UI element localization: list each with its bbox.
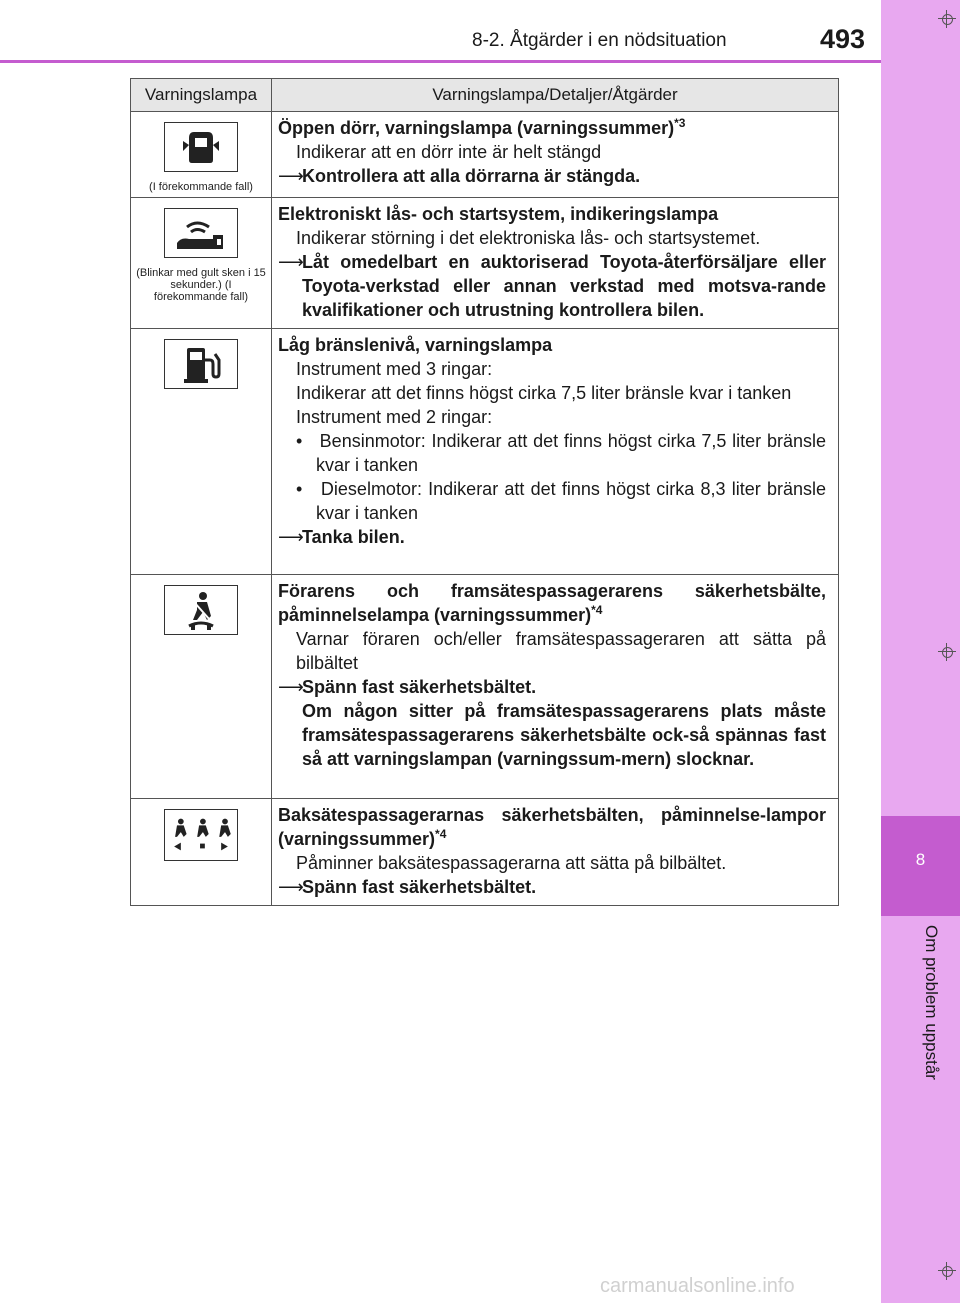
lamp-action: Tanka bilen. xyxy=(302,527,405,547)
registration-mark-icon xyxy=(938,1262,956,1280)
arrow-icon: ⟶ xyxy=(278,527,304,547)
lamp-cell xyxy=(131,575,272,799)
seatbelt-icon xyxy=(164,585,238,635)
lamp-description: Instrument med 2 ringar: xyxy=(296,407,493,427)
lamp-description: Instrument med 3 ringar: xyxy=(296,359,493,379)
lamp-description: Indikerar att en dörr inte är helt stängd xyxy=(296,142,602,162)
list-item: • Dieselmotor: Indikerar att det finns högst cirka 8,3 liter bränsle kvar i tanken xyxy=(296,479,826,523)
lamp-action: Låt omedelbart en auktoriserad Toyota-återförsäljare eller Toyota-verkstad eller annan verkstad med motsva-rande kvalifikationer och utrustning kontrollera bilen. xyxy=(302,252,826,320)
lamp-note: (Blinkar med gult sken i 15 sekunder.) (I förekommande fall) xyxy=(136,267,266,303)
details-cell xyxy=(272,799,839,906)
lamp-cell xyxy=(131,198,272,329)
arrow-icon: ⟶ xyxy=(278,166,304,186)
lamp-action: Kontrollera att alla dörrarna är stängda. xyxy=(302,166,641,186)
table-row xyxy=(131,575,839,799)
lamp-description: Indikerar störning i det elektroniska lås- och startsystemet. xyxy=(296,228,761,248)
lamp-description: Påminner baksätespassagerarna att sätta på bilbältet. xyxy=(296,853,727,873)
fuel-pump-icon xyxy=(164,339,238,389)
details-cell xyxy=(272,112,839,198)
lamp-title: Elektroniskt lås- och startsystem, indikeringslampa xyxy=(278,204,719,224)
table-row xyxy=(131,329,839,575)
lamp-cell xyxy=(131,799,272,906)
lamp-title: Baksätespassagerarnas säkerhetsbälten, påminnelse-lampor (varningssummer) xyxy=(278,805,826,849)
lamp-cell xyxy=(131,112,272,198)
lamp-title: Öppen dörr, varningslampa (varningssummer) xyxy=(278,118,675,138)
watermark: carmanualsonline.info xyxy=(600,1275,795,1297)
arrow-icon: ⟶ xyxy=(278,877,304,897)
column-header-lamp: Varningslampa xyxy=(131,79,272,112)
door-open-icon xyxy=(164,122,238,172)
lamp-description: Varnar föraren och/eller framsätespassageraren att sätta på bilbältet xyxy=(296,629,826,673)
lamp-description: Indikerar att det finns högst cirka 7,5 liter bränsle kvar i tanken xyxy=(296,383,792,403)
table-header-row xyxy=(131,79,839,112)
table-row xyxy=(131,112,839,198)
table-row xyxy=(131,198,839,329)
lamp-title: Förarens och framsätespassagerarens säkerhetsbälte, påminnelselampa (varningssummer) xyxy=(278,581,826,625)
chapter-title: Om problem uppstår xyxy=(922,925,941,1080)
details-cell xyxy=(272,198,839,329)
lamp-action: Spänn fast säkerhetsbältet. xyxy=(302,677,537,697)
lamp-cell xyxy=(131,329,272,575)
footnote-ref: *4 xyxy=(435,827,447,841)
arrow-icon: ⟶ xyxy=(278,677,304,697)
registration-mark-icon xyxy=(938,643,956,661)
column-header-details: Varningslampa/Detaljer/Åtgärder xyxy=(272,79,839,112)
arrow-icon: ⟶ xyxy=(278,252,304,272)
details-cell xyxy=(272,575,839,799)
header-rule xyxy=(0,60,881,63)
section-title: 8-2. Åtgärder i en nödsituation xyxy=(472,30,727,51)
footnote-ref: *4 xyxy=(591,603,603,617)
lamp-title: Låg bränslenivå, varningslampa xyxy=(278,335,553,355)
lamp-action-detail: Om någon sitter på framsätespassagerarens plats måste framsätespassagerarens säkerhetsbälte ock-så spännas fast så att varningslampan (varningssum-mern) slocknar. xyxy=(302,701,826,769)
footnote-ref: *3 xyxy=(674,116,686,130)
chapter-number: 8 xyxy=(915,850,926,869)
smart-key-icon xyxy=(164,208,238,258)
list-item: • Bensinmotor: Indikerar att det finns högst cirka 7,5 liter bränsle kvar i tanken xyxy=(296,431,826,475)
page-number: 493 xyxy=(820,24,866,54)
rear-seatbelt-icon xyxy=(164,809,238,861)
warning-lamp-table xyxy=(130,78,839,906)
details-cell xyxy=(272,329,839,575)
lamp-action: Spänn fast säkerhetsbältet. xyxy=(302,877,537,897)
table-row xyxy=(131,799,839,906)
registration-mark-icon xyxy=(938,10,956,28)
lamp-note: (I förekommande fall) xyxy=(149,181,253,193)
